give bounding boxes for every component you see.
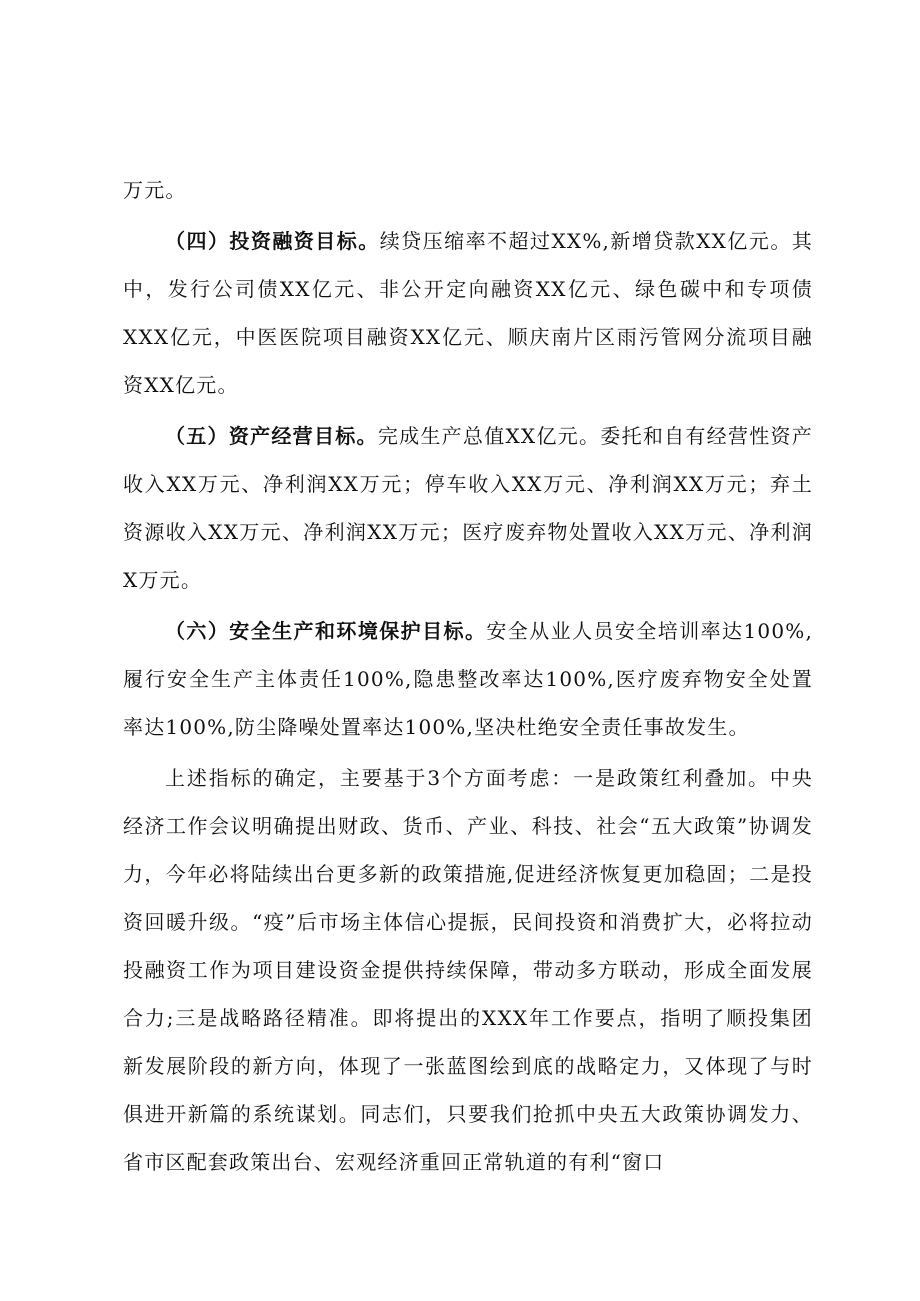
paragraph-text: 万元。 [123,178,187,202]
asset-operation-paragraph [123,412,813,604]
section-heading: （五）资产经营目标。 [165,424,378,448]
section-heading: （六）安全生产和环境保护目标。 [165,619,487,643]
paragraph-text: 上述指标的确定，主要基于3个方面考虑：一是政策红利叠加。中央经济工作会议明确提出财政、货币、产业、科技、社会“五大政策”协调发力，今年必将陆续出台更多新的政策措施,促进经济恢复更加稳固；二是投资回暖升级。“疫”后市场主体信心提振，民间投资和消费扩大，必将拉动投融资工作为项目建设资金提供持续保障，带动多方联动，形成全面发展合力;三是战略路径精准。即将提出的XXX年工作要点，指明了顺投集团新发展阶段的新方向，体现了一张蓝图绘到底的战略定力，又体现了与时俱进开新篇的系统谋划。同志们，只要我们抢抓中央五大政策协调发力、省市区配套政策出台、宏观经济重回正常轨道的有利“窗口 [123,766,813,1174]
section-heading: （四）投资融资目标。 [165,229,380,253]
paragraph-text: 安全从业人员安全培训率达100%,履行安全生产主体责任100%,隐患整改率达100%,医疗废弃物安全处置率达100%,防尘降噪处置率达100%,坚决杜绝安全责任事故发生。 [123,619,814,739]
paragraph-text: 续贷压缩率不超过XX%,新增贷款XX亿元。其中，发行公司债XX亿元、非公开定向融资XX亿元、绿色碳中和专项债XXX亿元，中医医院项目融资XX亿元、顺庆南片区雨污管网分流项目融资XX亿元。 [123,229,814,397]
investment-financing-paragraph [123,217,813,409]
paragraph-text: 完成生产总值XX亿元。委托和自有经营性资产收入XX万元、净利润XX万元；停车收入XX万元、净利润XX万元；弃土资源收入XX万元、净利润XX万元；医疗废弃物处置收入XX万元、净利润X万元。 [123,424,814,592]
document-body [123,166,813,1186]
continuation-paragraph [123,166,813,214]
safety-environment-paragraph [123,607,813,751]
rationale-paragraph [123,754,813,1186]
